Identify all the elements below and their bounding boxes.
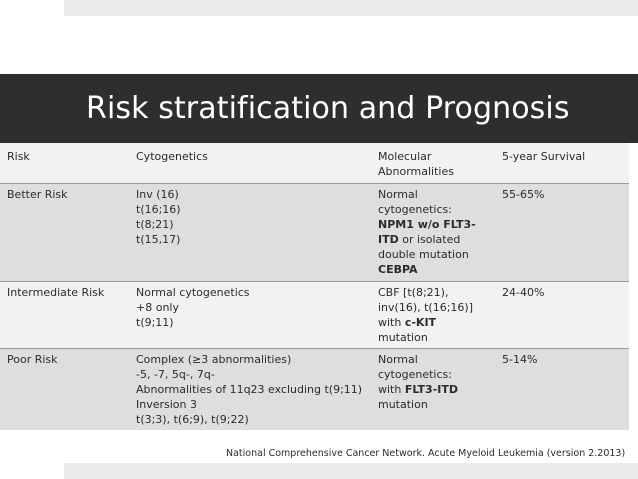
cytogenetics-cell — [114, 183, 374, 281]
molecular-line — [378, 217, 486, 232]
cytogenetics-line: t(15,17) — [136, 232, 181, 246]
molecular-cell — [374, 281, 490, 348]
survival-cell: 55-65% — [502, 187, 545, 201]
molecular-line: double mutation — [378, 247, 469, 261]
header-molecular-line: Abnormalities — [378, 165, 454, 178]
cytogenetics-line: t(3;3), t(6;9), t(9;22) — [136, 412, 249, 426]
header-cytogenetics: Cytogenetics — [136, 150, 208, 163]
molecular-line: Normal — [378, 187, 418, 201]
cytogenetics-line: Abnormalities of 11q23 excluding t(9;11) — [136, 382, 363, 396]
header-molecular — [374, 143, 490, 183]
top-decor-bar — [64, 0, 638, 16]
survival-cell: 5-14% — [502, 352, 538, 366]
molecular-line: Normal — [378, 352, 418, 366]
molecular-bold: c-KIT — [404, 315, 437, 329]
table-row-better-risk — [0, 183, 629, 281]
header-risk: Risk — [7, 150, 30, 163]
cytogenetics-line: Inversion 3 — [136, 397, 197, 411]
cytogenetics-line: Complex (≥3 abnormalities) — [136, 352, 292, 366]
risk-cell: Intermediate Risk — [7, 285, 105, 299]
risk-cell: Better Risk — [7, 187, 68, 201]
table-row-intermediate-risk — [0, 281, 629, 348]
header-molecular-line: Molecular — [378, 150, 432, 163]
survival-cell: 24-40% — [502, 285, 545, 299]
cytogenetics-line: Inv (16) — [136, 187, 179, 201]
molecular-bold: NPM1 w/o FLT3- — [378, 217, 476, 231]
cytogenetics-line: t(8;21) — [136, 217, 174, 231]
cytogenetics-line: +8 only — [136, 300, 179, 314]
cytogenetics-cell — [114, 348, 374, 430]
cytogenetics-line: Normal cytogenetics — [136, 285, 250, 299]
cytogenetics-line: t(9;11) — [136, 315, 174, 329]
table-header-row — [0, 143, 629, 183]
molecular-line — [378, 382, 486, 397]
molecular-line — [378, 232, 486, 247]
molecular-line — [378, 262, 486, 277]
molecular-line: cytogenetics: — [378, 202, 452, 216]
molecular-line: mutation — [378, 330, 428, 344]
molecular-line: inv(16), t(16;16)] — [378, 300, 473, 314]
molecular-cell — [374, 183, 490, 281]
molecular-cell — [374, 348, 490, 430]
molecular-bold: ITD — [378, 232, 399, 246]
cytogenetics-line: t(16;16) — [136, 202, 181, 216]
table-row-poor-risk — [0, 348, 629, 430]
molecular-line: mutation — [378, 397, 428, 411]
molecular-line — [378, 315, 486, 330]
molecular-text: or isolated — [398, 232, 461, 246]
risk-table — [0, 143, 629, 430]
title-bar — [0, 74, 638, 143]
molecular-text: with — [378, 382, 405, 396]
molecular-line: CBF [t(8;21), — [378, 285, 449, 299]
slide-title: Risk stratification and Prognosis — [86, 91, 570, 126]
bottom-decor-bar — [64, 463, 638, 479]
cytogenetics-cell — [114, 281, 374, 348]
molecular-bold: FLT3-ITD — [404, 382, 458, 396]
molecular-line: cytogenetics: — [378, 367, 452, 381]
cytogenetics-line: -5, -7, 5q-, 7q- — [136, 367, 215, 381]
risk-cell: Poor Risk — [7, 352, 58, 366]
citation-text: National Comprehensive Cancer Network. Acute Myeloid Leukemia (version 2.2013) — [226, 448, 626, 459]
molecular-text: with — [378, 315, 405, 329]
header-survival: 5-year Survival — [502, 150, 586, 163]
molecular-bold: CEBPA — [378, 262, 418, 276]
